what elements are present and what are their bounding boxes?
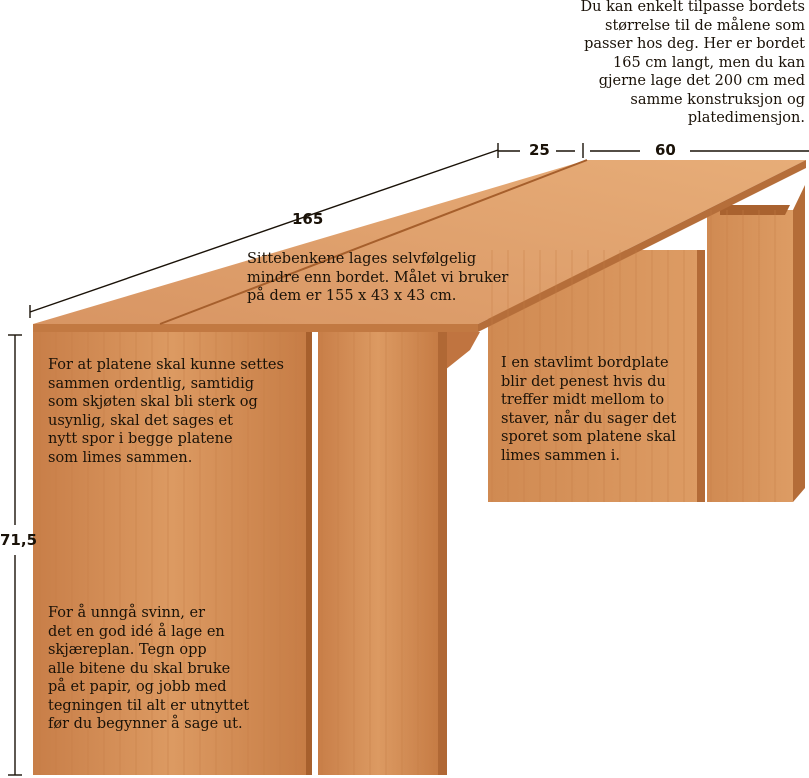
front-leg-right <box>318 332 447 775</box>
note-joint: For at platene skal kunne settes sammen ordentlig, samtidig som skjøten skal bli sterk og usynlig, skal det sages et nytt spor i begge platene som limes sammen. <box>48 357 284 466</box>
note-top-right: Du kan enkelt tilpasse bordets størrelse til de målene som passer hos deg. Her er bordet 165 cm langt, men du kan gjerne lage det 200 cm med samme konstruksjon og platedimensjon. <box>580 0 805 126</box>
dimension-length-label: 165 <box>292 210 324 228</box>
dimension-height-label: 71,5 <box>0 531 38 549</box>
note-benches: Sittebenkene lages selvfølgelig mindre enn bordet. Målet vi bruker på dem er 155 x 43 x 43 cm. <box>247 251 509 304</box>
dimension-height-line <box>8 335 22 775</box>
support-bracket <box>445 332 480 370</box>
dimension-depth-a-label: 25 <box>529 141 550 159</box>
support-bracket-back <box>720 205 790 215</box>
dimension-depth-b-label: 60 <box>655 141 676 159</box>
back-leg-right <box>707 185 805 502</box>
note-cutting: For å unngå svinn, er det en god idé å lage en skjæreplan. Tegn opp alle bitene du skal bruke på et papir, og jobb med tegningen til alt er utnyttet før du begynner å sage ut. <box>48 605 250 732</box>
note-stave: I en stavlimt bordplate blir det penest hvis du treffer midt mellom to staver, når du sager det sporet som platene skal limes sammen i. <box>501 355 677 464</box>
